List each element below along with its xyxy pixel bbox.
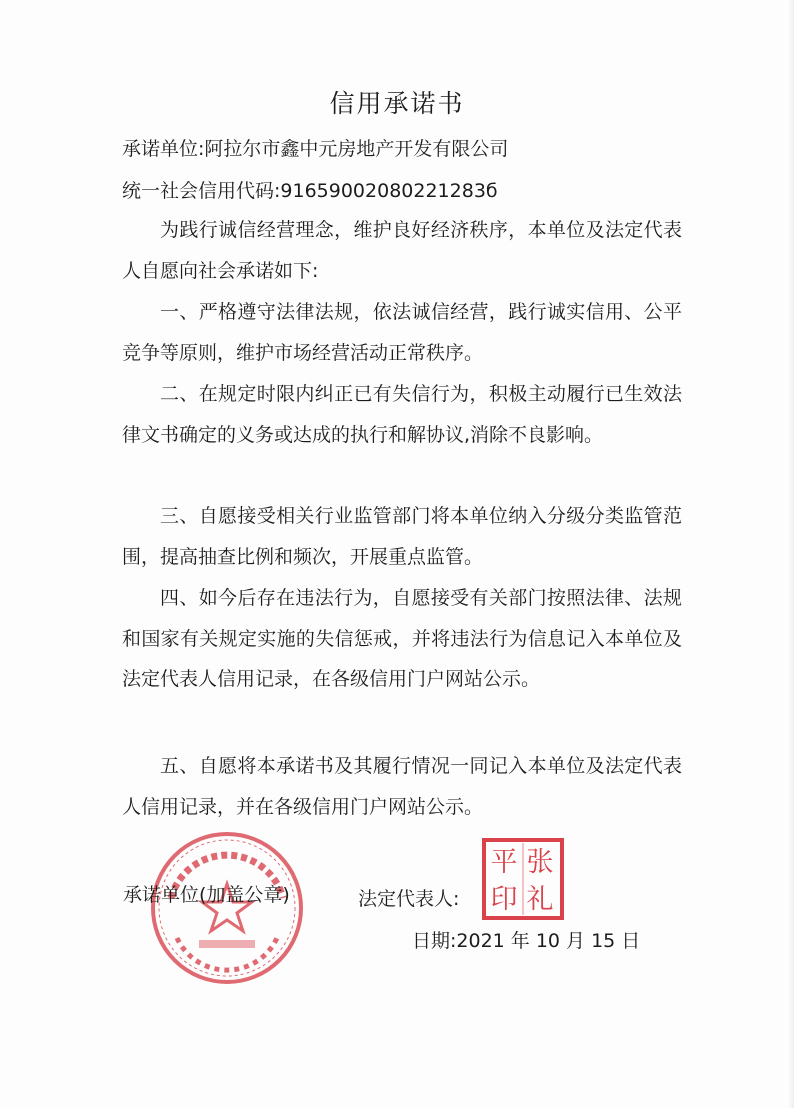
svg-text:印: 印 xyxy=(490,884,518,915)
document-date: 日期:2021 年 10 月 15 日 xyxy=(412,930,641,952)
pledge-item-5: 五、自愿将本承诺书及其履行情况一同记入本单位及法定代表人信用记录，并在各级信用门户网站公示。 xyxy=(122,755,682,818)
intro-paragraph: 为践行诚信经营理念，维护良好经济秩序，本单位及法定代表人自愿向社会承诺如下: xyxy=(122,219,682,282)
document-title: 信用承诺书 xyxy=(329,89,465,118)
unit-seal-label: 承诺单位(加盖公章) xyxy=(123,884,290,906)
pledge-item-3: 三、自愿接受相关行业监管部门将本单位纳入分级分类监管范围，提高抽查比例和频次，开展重点监管。 xyxy=(122,505,682,568)
svg-text:礼: 礼 xyxy=(526,884,554,915)
legal-rep-label: 法定代表人: xyxy=(358,888,460,910)
pledge-item-2: 二、在规定时限内纠正已有失信行为，积极主动履行已生效法律文书确定的义务或达成的执行和解协议,消除不良影响。 xyxy=(122,383,682,446)
scan-edge xyxy=(788,0,794,1108)
pledge-item-1: 一、严格遵守法律法规，依法诚信经营，践行诚实信用、公平竞争等原则，维护市场经营活动正常秩序。 xyxy=(122,301,682,364)
credit-code-line: 统一社会信用代码:91659002080221283б xyxy=(122,180,498,202)
svg-text:张: 张 xyxy=(526,847,554,878)
pledging-unit-line: 承诺单位:阿拉尔市鑫中元房地产开发有限公司 xyxy=(122,138,509,160)
svg-text:平: 平 xyxy=(490,847,518,878)
company-seal-icon xyxy=(147,828,307,988)
legal-rep-seal-icon xyxy=(481,837,565,921)
pledge-item-4: 四、如今后存在违法行为，自愿接受有关部门按照法律、法规和国家有关规定实施的失信惩戒，并将违法行为信息记入本单位及法定代表人信用记录，在各级信用门户网站公示。 xyxy=(122,587,682,690)
